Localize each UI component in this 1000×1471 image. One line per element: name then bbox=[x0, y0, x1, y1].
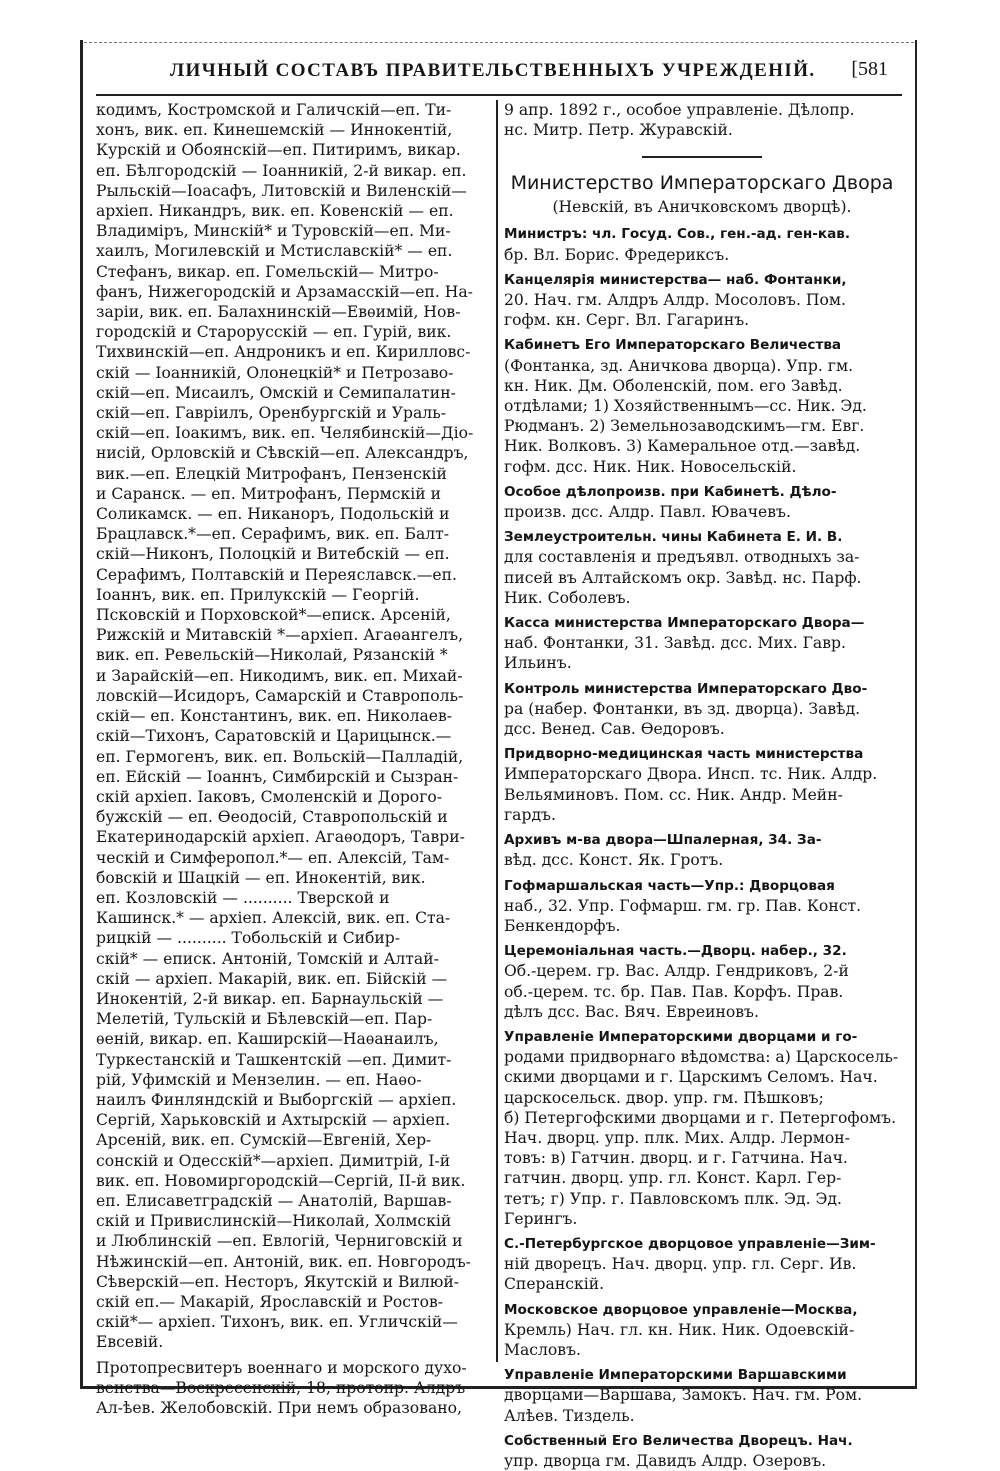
text-line: бовскій и Шацкій — еп. Инокентій, вик. bbox=[96, 868, 426, 887]
text-line: наб. Фонтанки, 31. Завѣд. дсс. Мих. Гавр. bbox=[504, 634, 846, 653]
text-line: Мелетій, Тульскій и Бѣлевскій—еп. Пар- bbox=[96, 1010, 433, 1029]
text-line: Императорскаго Двора. Инсп. тс. Ник. Алдр. bbox=[504, 765, 878, 784]
text-line: еп. Елисаветградскій — Анатолій, Варшав- bbox=[96, 1191, 452, 1210]
text-line: Инокентій, 2-й викар. еп. Барнаульскій — bbox=[96, 989, 444, 1008]
text-line: Ильинъ. bbox=[504, 654, 572, 673]
text-line: Соликамск. — еп. Никаноръ, Подольскій и bbox=[96, 505, 450, 524]
ministry-section bbox=[504, 224, 900, 264]
text-line: ѳеній, викар. еп. Каширскій—Наѳанаилъ, bbox=[96, 1030, 439, 1049]
text-line: Об.-церем. гр. Вас. Алдр. Гендриковъ, 2-й bbox=[504, 962, 849, 981]
text-line: Туркестанскій и Ташкентскій —еп. Димит- bbox=[96, 1050, 452, 1069]
ministry-section bbox=[504, 613, 900, 674]
text-line: Кашинск.* — архіеп. Алексій, вик. еп. Ста- bbox=[96, 909, 451, 928]
text-line: Особое дѣлопроизв. при Кабинетѣ. Дѣло- bbox=[504, 483, 837, 500]
page-number: [581 bbox=[851, 58, 888, 80]
text-line: скій — Іоанникій, Олонецкій* и Петрозаво- bbox=[96, 363, 454, 382]
text-line: и Люблинскій —еп. Евлогій, Черниговскій и bbox=[96, 1232, 463, 1251]
text-line: скій—еп. Мисаилъ, Омскій и Семипалатин- bbox=[96, 383, 456, 402]
text-line: ческій и Симферопол.*— еп. Алексій, Там- bbox=[96, 848, 450, 867]
text-line: венства—Воскресенскій, 18, протопр. Алдръ bbox=[96, 1378, 466, 1397]
text-line: наб., 32. Упр. Гофмарш. гм. гр. Пав. Конст. bbox=[504, 896, 862, 915]
text-line: писей въ Алтайскомъ окр. Завѣд. нс. Парф. bbox=[504, 568, 862, 587]
text-line: С.-Петербургское дворцовое управленіе—Зим- bbox=[504, 1235, 876, 1252]
text-line: Нѣжинскій—еп. Антоній, вик. еп. Новгородъ- bbox=[96, 1252, 471, 1271]
text-line: Серафимъ, Полтавскій и Переяславск.—еп. bbox=[96, 565, 457, 584]
text-line: для составленія и предъявл. отводныхъ за- bbox=[504, 548, 860, 567]
text-line: скій*— архіеп. Тихонъ, вик. еп. Угличскій— bbox=[96, 1313, 458, 1332]
text-line: Масловъ. bbox=[504, 1340, 581, 1359]
text-line: архіеп. Никандръ, вик. еп. Ковенскій — еп. bbox=[96, 202, 454, 221]
section-rule bbox=[642, 156, 762, 158]
text-line: дѣлъ дсс. Вас. Вяч. Евреиновъ. bbox=[504, 1002, 759, 1021]
text-line: и Зарайскій—еп. Никодимъ, вик. еп. Михай- bbox=[96, 666, 463, 685]
text-line: скій и Привислинскій—Николай, Холмскій bbox=[96, 1212, 452, 1231]
text-line: произв. дсс. Алдр. Павл. Ювачевъ. bbox=[504, 503, 791, 522]
text-line: кодимъ, Костромской и Галичскій—еп. Ти- bbox=[96, 101, 452, 119]
text-line: хонъ, вик. еп. Кинешемскій — Иннокентій, bbox=[96, 121, 453, 140]
text-line: Тихвинскій—еп. Андроникъ и еп. Кирилловс- bbox=[96, 343, 471, 362]
text-line: наилъ Финляндскій и Выборгскій — архіеп. bbox=[96, 1090, 457, 1109]
text-line: нс. Митр. Петр. Журавскій. bbox=[504, 121, 733, 140]
ministry-section bbox=[504, 1300, 900, 1361]
text-line: скій архіеп. Іаковъ, Смоленскій и Дорого- bbox=[96, 787, 443, 806]
torn-top-edge bbox=[84, 42, 914, 43]
ministry-section bbox=[504, 876, 900, 937]
ministry-section bbox=[504, 335, 900, 476]
text-line: Гофмаршальская часть—Упр.: Дворцовая bbox=[504, 877, 835, 894]
text-line: еп. Козловскій — .......... Тверской и bbox=[96, 888, 390, 907]
text-line: 20. Нач. гм. Алдръ Алдр. Мосоловъ. Пом. bbox=[504, 291, 846, 310]
text-line: Архивъ м-ва двора—Шпалерная, 34. За- bbox=[504, 832, 822, 849]
text-line: Канцелярія министерства— наб. Фонтанки, bbox=[504, 271, 847, 288]
text-line: царскосельск. двор. упр. гм. Пѣшковъ; bbox=[504, 1088, 824, 1107]
page-header bbox=[120, 58, 900, 92]
text-line: вик. еп. Новомиргородскій—Сергій, II-й вик. bbox=[96, 1171, 466, 1190]
text-line: и Саранск. — еп. Митрофанъ, Пермскій и bbox=[96, 484, 441, 503]
protopresbyter-entry bbox=[96, 1358, 488, 1419]
text-line: Собственный Его Величества Дворецъ. Нач. bbox=[504, 1432, 853, 1449]
text-line: Ал-ѣев. Желобовскій. При немъ образовано, bbox=[96, 1399, 463, 1417]
ministry-title: Министерство Императорскаго Двора bbox=[510, 172, 894, 195]
text-line: Екатеринодарскій архіеп. Агаѳодоръ, Таври- bbox=[96, 828, 465, 847]
text-line: Герингъ. bbox=[504, 1209, 578, 1228]
text-line: дворцами—Варшава, Замокъ. Нач. гм. Ром. bbox=[504, 1386, 863, 1405]
text-line: еп. Ейскій — Іоаннъ, Симбирскій и Сызран- bbox=[96, 767, 459, 786]
text-line: Ник. Волковъ. 3) Камеральное отд.—завѣд. bbox=[504, 437, 861, 456]
text-line: об.-церем. тс. бр. Пав. Пав. Корфъ. Прав. bbox=[504, 982, 844, 1001]
ministry-section bbox=[504, 744, 900, 825]
episcopate-list bbox=[96, 100, 488, 1353]
text-line: Церемоніальная часть.—Дворц. набер., 32. bbox=[504, 943, 847, 960]
text-line: рій, Уфимскій и Мензелин. — еп. Наѳо- bbox=[96, 1070, 422, 1089]
text-line: Касса министерства Императорскаго Двора— bbox=[504, 615, 865, 632]
column-divider bbox=[496, 100, 498, 1362]
text-line: Стефанъ, викар. еп. Гомельскій— Митро- bbox=[96, 262, 439, 281]
text-line: Евсевій. bbox=[96, 1333, 164, 1352]
text-line: бр. Вл. Борис. Фредериксъ. bbox=[504, 245, 730, 264]
text-line: ловскій—Исидоръ, Самарскій и Ставрополь- bbox=[96, 686, 464, 705]
text-line: ній дворецъ. Нач. дворц. упр. гл. Серг. Ив. bbox=[504, 1255, 857, 1274]
text-line: 9 апр. 1892 г., особое управленіе. Дѣлопр. bbox=[504, 101, 855, 119]
text-line: гатчин. дворц. упр. гл. Конст. Карл. Гер- bbox=[504, 1169, 842, 1188]
ministry-section bbox=[504, 527, 900, 608]
text-line: гофм. кн. Серг. Вл. Гагаринъ. bbox=[504, 311, 750, 330]
ministry-section bbox=[504, 830, 900, 870]
text-line: Московское дворцовое управленіе—Москва, bbox=[504, 1301, 858, 1318]
text-line: бужскій — еп. Ѳеодосій, Ставропольскій и bbox=[96, 808, 448, 827]
text-line: скій—еп. Гавріилъ, Оренбургскій и Ураль- bbox=[96, 404, 446, 423]
ministry-section bbox=[504, 1365, 900, 1426]
ministry-section bbox=[504, 1431, 900, 1471]
ministry-subtitle: (Невскій, въ Аничковскомъ дворцѣ). bbox=[552, 198, 852, 217]
text-line: Іоаннъ, вик. еп. Прилукскій — Георгій. bbox=[96, 585, 420, 604]
text-line: скій* — еписк. Антоній, Томскій и Алтай- bbox=[96, 949, 439, 968]
ministry-section bbox=[504, 482, 900, 522]
ministry-section bbox=[504, 679, 900, 740]
text-line: Землеустроительн. чины Кабинета Е. И. В. bbox=[504, 529, 843, 546]
ministry-section bbox=[504, 270, 900, 331]
text-line: Контроль министерства Императорскаго Дво- bbox=[504, 680, 868, 697]
text-line: Протопресвитеръ военнаго и морского духо- bbox=[96, 1358, 467, 1377]
text-line: упр. дворца гм. Давидъ Алдр. Озеровъ. bbox=[504, 1451, 827, 1470]
text-line: Рижскій и Митавскій *—архіеп. Агаѳангелъ, bbox=[96, 626, 464, 645]
text-line: скій—Тихонъ, Саратовскій и Царицынск.— bbox=[96, 727, 452, 746]
text-line: вик. еп. Ревельскій—Николай, Рязанскій * bbox=[96, 646, 448, 665]
text-line: Вельяминовъ. Пом. сс. Ник. Андр. Мейн- bbox=[504, 785, 843, 804]
text-line: Владиміръ, Минскій* и Туровскій—еп. Ми- bbox=[96, 222, 451, 241]
text-line: гардъ. bbox=[504, 805, 556, 824]
text-line: Алѣев. Тиздель. bbox=[504, 1406, 635, 1425]
text-line: фанъ, Нижегородскій и Арзамасскій—еп. На- bbox=[96, 282, 473, 301]
text-line: вик.—еп. Елецкій Митрофанъ, Пензенскій bbox=[96, 464, 447, 483]
text-line: сонскій и Одесскій*—архіеп. Димитрій, I-й bbox=[96, 1151, 451, 1170]
text-line: отдѣлами; 1) Хозяйственнымъ—сс. Ник. Эд. bbox=[504, 397, 867, 416]
text-line: скій—еп. Іоакимъ, вик. еп. Челябинскій—Діо- bbox=[96, 424, 474, 443]
text-line: дсс. Венед. Сав. Ѳедоровъ. bbox=[504, 720, 725, 739]
text-line: товъ: в) Гатчин. дворц. и г. Гатчина. Нач. bbox=[504, 1149, 848, 1168]
text-line: Кремль) Нач. гл. кн. Ник. Ник. Одоевскій- bbox=[504, 1320, 855, 1339]
text-line: нисій, Орловскій и Сѣвскій—еп. Александръ, bbox=[96, 444, 469, 463]
text-line: городскій и Старорусскій — еп. Гурій, вик. bbox=[96, 323, 452, 342]
ministry-section bbox=[504, 1234, 900, 1295]
text-line: Рюдманъ. 2) Земельнозаводскимъ—гм. Евг. bbox=[504, 417, 865, 436]
text-line: Министръ: чл. Госуд. Сов., ген.-ад. ген-кав. bbox=[504, 226, 851, 243]
text-line: гофм. дсс. Ник. Ник. Новосельскій. bbox=[504, 457, 797, 476]
text-line: вѣд. дсс. Конст. Як. Гротъ. bbox=[504, 851, 724, 870]
text-line: Псковскій и Порховской*—еписк. Арсеній, bbox=[96, 606, 451, 625]
text-line: Сперанскій. bbox=[504, 1275, 605, 1294]
text-line: Управленіе Императорскими дворцами и го- bbox=[504, 1028, 858, 1045]
text-line: Придворно-медицинская часть министерства bbox=[504, 746, 864, 763]
ministry-section bbox=[504, 941, 900, 1022]
text-line: скими дворцами и г. Царскимъ Селомъ. Нач. bbox=[504, 1068, 878, 1087]
text-line: Сѣверскій—еп. Несторъ, Якутскій и Вилюй- bbox=[96, 1272, 460, 1291]
text-line: Сергій, Харьковскій и Ахтырскій — архіеп. bbox=[96, 1111, 451, 1130]
right-column bbox=[504, 100, 900, 1471]
text-line: Арсеній, вик. еп. Сумскій—Евгеній, Хер- bbox=[96, 1131, 432, 1150]
running-title: ЛИЧНЫЙ СОСТАВЪ ПРАВИТЕЛЬСТВЕННЫХЪ УЧРЕЖДЕНІЙ. bbox=[170, 60, 816, 81]
text-line: скій еп.— Макарій, Ярославскій и Ростов- bbox=[96, 1292, 444, 1311]
text-line: б) Петергофскими дворцами и г. Петергофомъ. bbox=[504, 1108, 897, 1127]
text-line: родами придворнаго вѣдомства: а) Царскосель- bbox=[504, 1048, 899, 1067]
text-line: тетъ; г) Упр. г. Павловскомъ плк. Эд. Эд. bbox=[504, 1189, 842, 1208]
text-line: заріи, вик. еп. Балахнинскій—Евѳимій, Нов- bbox=[96, 303, 461, 322]
text-line: хаилъ, Могилевскій и Мстиславскій* — еп. bbox=[96, 242, 453, 261]
text-line: рицкій — .......... Тобольскій и Сибир- bbox=[96, 929, 401, 948]
ministry-sections bbox=[504, 224, 900, 1471]
text-line: Брацлавск.*—еп. Серафимъ, вик. еп. Балт- bbox=[96, 525, 450, 544]
text-line: еп. Бѣлгородскій — Іоанникій, 2-й викар. еп. bbox=[96, 161, 467, 180]
text-line: Бенкендорфъ. bbox=[504, 916, 621, 935]
text-line: Нач. дворц. упр. плк. Мих. Алдр. Лермон- bbox=[504, 1128, 850, 1147]
ministry-section bbox=[504, 1027, 900, 1229]
text-line: еп. Гермогенъ, вик. еп. Вольскій—Палладій, bbox=[96, 747, 464, 766]
text-line: кн. Ник. Дм. Оболенскій, пом. его Завѣд. bbox=[504, 376, 843, 395]
left-column bbox=[96, 100, 488, 1418]
text-line: ра (набер. Фонтанки, въ зд. дворца). Завѣд. bbox=[504, 699, 861, 718]
header-rule bbox=[96, 94, 902, 96]
text-line: скій— еп. Константинъ, вик. еп. Николаев- bbox=[96, 707, 453, 726]
text-line: (Фонтанка, зд. Аничкова дворца). Упр. гм. bbox=[504, 356, 854, 375]
text-line: Курскій и Обоянскій—еп. Питиримъ, викар. bbox=[96, 141, 461, 160]
text-line: Рыльскій—Іоасафъ, Литовскій и Виленскій— bbox=[96, 181, 467, 200]
text-line: Ник. Соболевъ. bbox=[504, 588, 631, 607]
text-line: скій—Никонъ, Полоцкій и Витебскій — еп. bbox=[96, 545, 450, 564]
continuation-text bbox=[504, 100, 900, 140]
text-line: Кабинетъ Его Императорскаго Величества bbox=[504, 337, 842, 354]
text-line: скій — архіеп. Макарій, вик. еп. Бійскій — bbox=[96, 969, 448, 988]
text-line: Управленіе Императорскими Варшавскими bbox=[504, 1367, 847, 1384]
